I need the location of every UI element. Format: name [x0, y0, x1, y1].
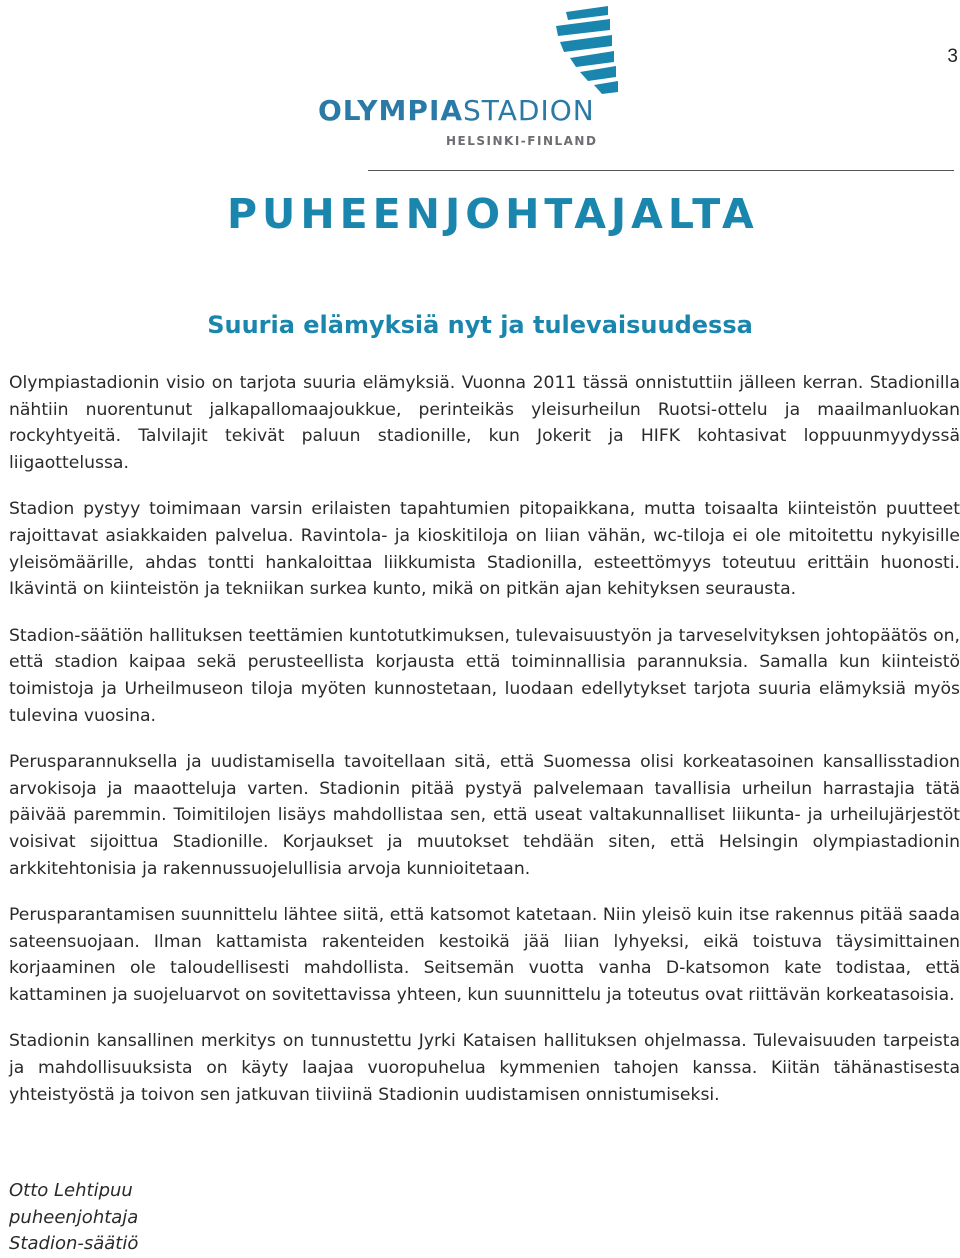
signature-role: puheenjohtaja: [9, 1206, 139, 1228]
olympiastadion-logo: [310, 6, 690, 164]
paragraph: Olympiastadionin visio on tarjota suuria elämyksiä. Vuonna 2011 tässä onnistuttiin jälleen kerran. Stadionilla nähtiin nuorentunut jalkapallomaajoukkue, perinteikäs yleisurheilun Ruotsi-ottelu ja maailmanluokan rockyhtyeitä. Talvilajit tekivät paluun stadionille, kun Jokerit ja HIFK kohtasivat loppuunmyydyssä liigaottelussa.: [9, 373, 960, 473]
paragraph: Stadion-säätiön hallituksen teettämien kuntotutkimuksen, tulevaisuustyön ja tarveselvityksen johtopäätös on, että stadion kaipaa sekä perusteellista korjausta että toiminnallisia parannuksia. Samalla kun kiinteistö toimistoja ja Urheilmuseon tiloja myöten kunnostetaan, luodaan edellytykset tarjota suuria elämyksiä myös tulevina vuosina.: [9, 625, 960, 726]
stadion-tower-icon: [556, 6, 646, 106]
article-body: [9, 370, 960, 1128]
signature-block: [9, 1178, 138, 1258]
paragraph: Stadion pystyy toimimaan varsin erilaisten tapahtumien pitopaikkana, mutta toisaalta kiinteistön puutteet rajoittavat asiakkaiden palvelua. Ravintola- ja kioskitiloja on liian vähän, wc-tiloja ei ole mitoitettu nykyisille yleisömäärille, ahdas tontti hankaloittaa liikkumista Stadionilla, esteettömyys toteutuu erittäin huonosti. Ikävintä on kiinteistön ja tekniikan surkea kunto, mikä on pitkän ajan kehityksen seurausta.: [9, 499, 960, 600]
signature-organization: Stadion-säätiö: [9, 1233, 139, 1254]
paragraph: Perusparantamisen suunnittelu lähtee siitä, että katsomot katetaan. Niin yleisö kuin itse rakennus pitää saada sateensuojaan. Ilman kattamista rakenteiden kestoikä jää liian lyhyeksi, eikä toistuva täysimittainen korjaaminen ole taloudellisesti mahdollista. Seitsemän vuotta vanha D-katsomon kate todistaa, että kattaminen ja suojeluarvot on sovitettavissa yhteen, kun suunnittelu ja toteutus ovat riittävän korkeatasoisia.: [9, 905, 960, 1005]
logo-wordmark: OLYMPIASTADION: [318, 94, 595, 127]
article-subtitle: Suuria elämyksiä nyt ja tulevaisuudessa: [207, 311, 753, 339]
signature-name: Otto Lehtipuu: [9, 1180, 133, 1201]
paragraph: Stadionin kansallinen merkitys on tunnustettu Jyrki Kataisen hallituksen ohjelmassa. Tulevaisuuden tarpeista ja mahdollisuuksista on käyty laajaa vuoropuhelua kymmenien tahojen kanssa. Kiitän tähänastisesta yhteistyöstä ja toivon sen jatkuvan tiiviinä Stadionin uudistamisen onnistumiseksi.: [9, 1031, 960, 1105]
page-number: 3: [947, 46, 958, 67]
header-divider: [368, 170, 954, 171]
page-title: PUHEENJOHTAJALTA: [227, 190, 759, 238]
paragraph: Perusparannuksella ja uudistamisella tavoitellaan sitä, että Suomessa olisi korkeatasoinen kansallisstadion arvokisoja ja maaotteluja varten. Stadionin pitää pystyä palvelemaan tavallisia urheilun harrastajia tätä päivää paremmin. Toimitilojen lisäys mahdollistaa sen, että useat valtakunnalliset liikunta- ja urheilujärjestöt voisivat sijoittua Stadionille. Korjaukset ja muutokset tehdään siten, että Helsingin olympiastadionin arkkitehtonisia ja rakennussuojelullisia arvoja kunnioitetaan.: [9, 752, 960, 879]
logo-subtitle: HELSINKI-FINLAND: [446, 134, 598, 148]
